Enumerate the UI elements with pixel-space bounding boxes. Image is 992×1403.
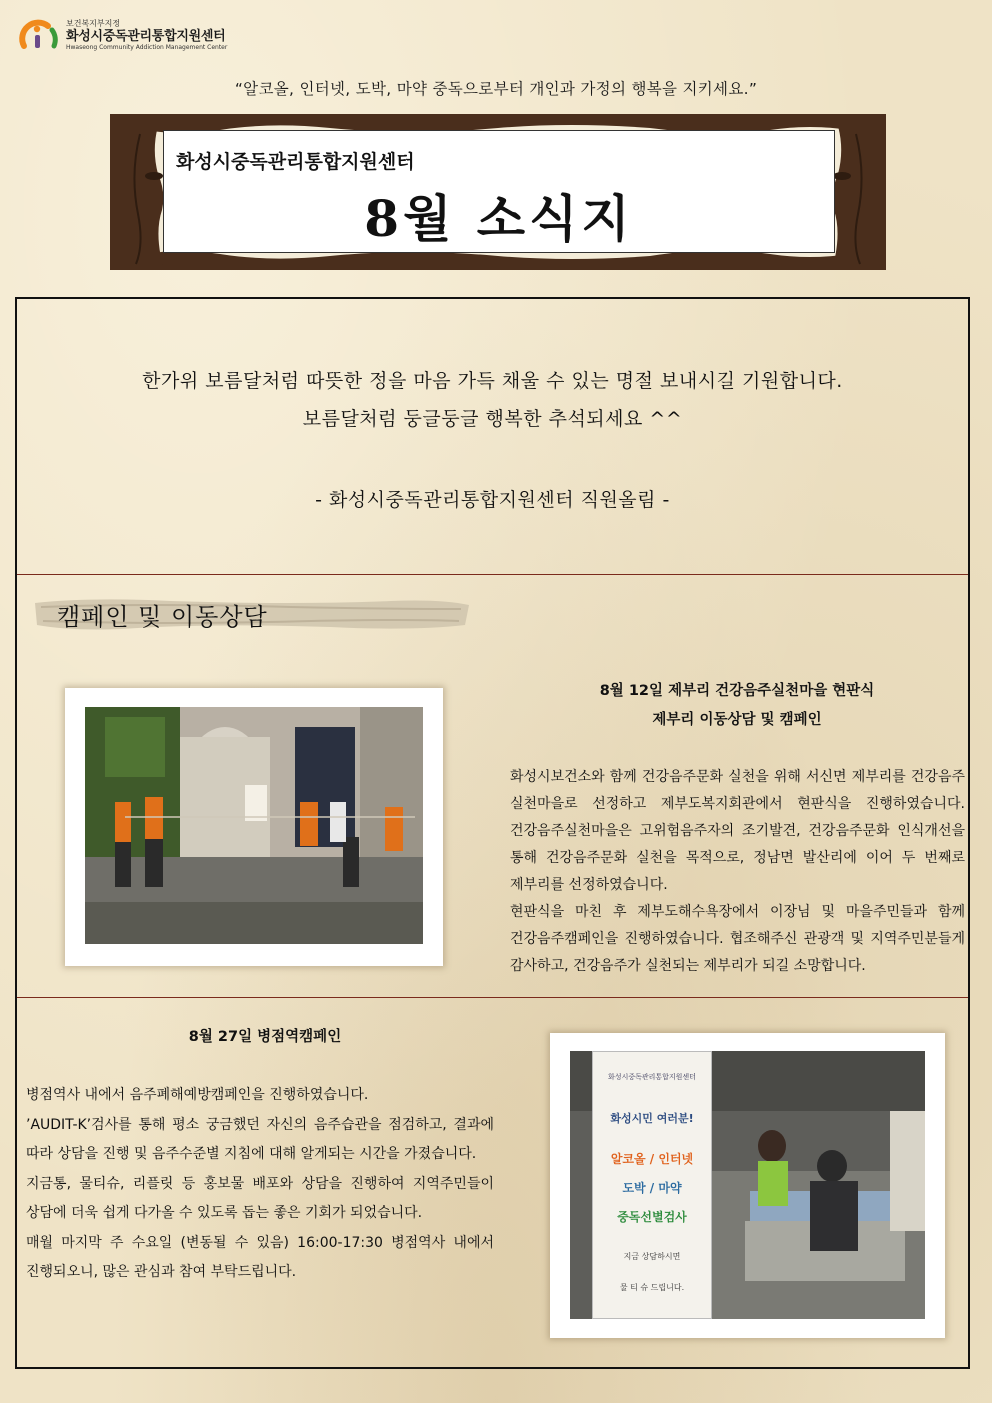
- photo-frame-1: [65, 688, 443, 966]
- standing-banner-line-3: 중독선별검사: [617, 1210, 687, 1224]
- standing-banner-line-1: 알코올 / 인터넷: [610, 1152, 694, 1166]
- logo-mark-icon: [18, 16, 62, 54]
- section-title: 캠페인 및 이동상담: [57, 603, 268, 631]
- event1-body: [510, 764, 965, 980]
- slogan: “알코올, 인터넷, 도박, 마약 중독으로부터 개인과 가정의 행복을 지키세요.”: [234, 80, 758, 98]
- logo-superscript: 보건복지부지정: [66, 18, 121, 28]
- event2-paragraph-1: 병점역사 내에서 음주폐해예방캠페인을 진행하였습니다.: [26, 1087, 369, 1103]
- banner-title-box: [163, 130, 835, 253]
- greeting-line-2: 보름달처럼 둥글둥글 행복한 추석되세요 ^^: [302, 408, 683, 430]
- greeting-line-1: 한가위 보름달처럼 따뜻한 정을 마음 가득 채울 수 있는 명절 보내시길 기원합니다.: [142, 370, 843, 392]
- standing-banner-line-4: 지금 상담하시면: [623, 1252, 681, 1261]
- section-divider: [17, 574, 968, 575]
- event1-title: [497, 677, 977, 735]
- event1-title-line-2: 제부리 이동상담 및 캠페인: [652, 712, 822, 728]
- event2-paragraph-2: ’AUDIT-K’검사를 통해 평소 궁금했던 자신의 음주습관을 점검하고, 결과에 따라 상담을 진행 및 음주수준별 지침에 대해 알게되는 시간을 가졌습니다.: [26, 1116, 494, 1162]
- event1-paragraph-1: 화성시보건소와 함께 건강음주문화 실천을 위해 서신면 제부리를 건강음주 실천마을로 선정하고 제부도복지회관에서 현판식을 진행하였습니다. 건강음주실천마을은 고위험음주자의 조기발견, 건강음주문화 인식개선을 통해 건강음주문화 실천을 목적으로, 정남면 발산리에 이어 두 번째로 제부리를 선정하였습니다.: [510, 769, 965, 893]
- jebu-ceremony-photo: [85, 707, 423, 944]
- banner-subtitle: 화성시중독관리통합지원센터: [176, 151, 415, 173]
- standing-banner-line-2: 도박 / 마약: [622, 1181, 682, 1195]
- content-frame: [15, 297, 970, 1369]
- center-logo: [18, 14, 243, 56]
- event1-title-line-1: 8월 12일 제부리 건강음주실천마을 현판식: [599, 683, 875, 699]
- event2-body: [26, 1081, 494, 1288]
- byeongjeom-campaign-photo: [570, 1051, 925, 1319]
- standing-banner-org: 화성시중독관리통합지원센터: [608, 1073, 696, 1081]
- photo-frame-2: [550, 1033, 945, 1338]
- event2-paragraph-3: 지금통, 물티슈, 리플릿 등 홍보물 배포와 상담을 진행하여 지역주민들이 상담에 더욱 쉽게 다가올 수 있도록 돕는 좋은 기회가 되었습니다.: [26, 1175, 494, 1221]
- greeting-signature: - 화성시중독관리통합지원센터 직원올림 -: [315, 489, 670, 511]
- title-banner: [110, 114, 886, 270]
- logo-name: 화성시중독관리통합지원센터: [66, 28, 226, 44]
- standing-banner-line-5: 물 티 슈 드립니다.: [619, 1283, 685, 1292]
- event2-paragraph-4: 매월 마지막 주 수요일 (변동될 수 있음) 16:00-17:30 병점역사 내에서 진행되오니, 많은 관심과 참여 부탁드립니다.: [26, 1234, 494, 1280]
- logo-name-en: Hwaseong Community Addiction Management Center: [66, 43, 228, 51]
- standing-banner-headline: 화성시민 여러분!: [610, 1112, 694, 1125]
- section-divider-2: [17, 997, 968, 998]
- section-heading: [31, 591, 491, 635]
- event2-title: 8월 27일 병점역캠페인: [188, 1029, 342, 1045]
- event1-paragraph-2: 현판식을 마친 후 제부도해수욕장에서 이장님 및 마을주민들과 함께 건강음주캠페인을 진행하였습니다. 협조해주신 관광객 및 지역주민분들게 감사하고, 건강음주가 실천되는 제부리가 되길 소망합니다.: [510, 904, 965, 974]
- campaign-standing-banner: [592, 1051, 712, 1319]
- banner-title: 8월 소식지: [364, 189, 634, 248]
